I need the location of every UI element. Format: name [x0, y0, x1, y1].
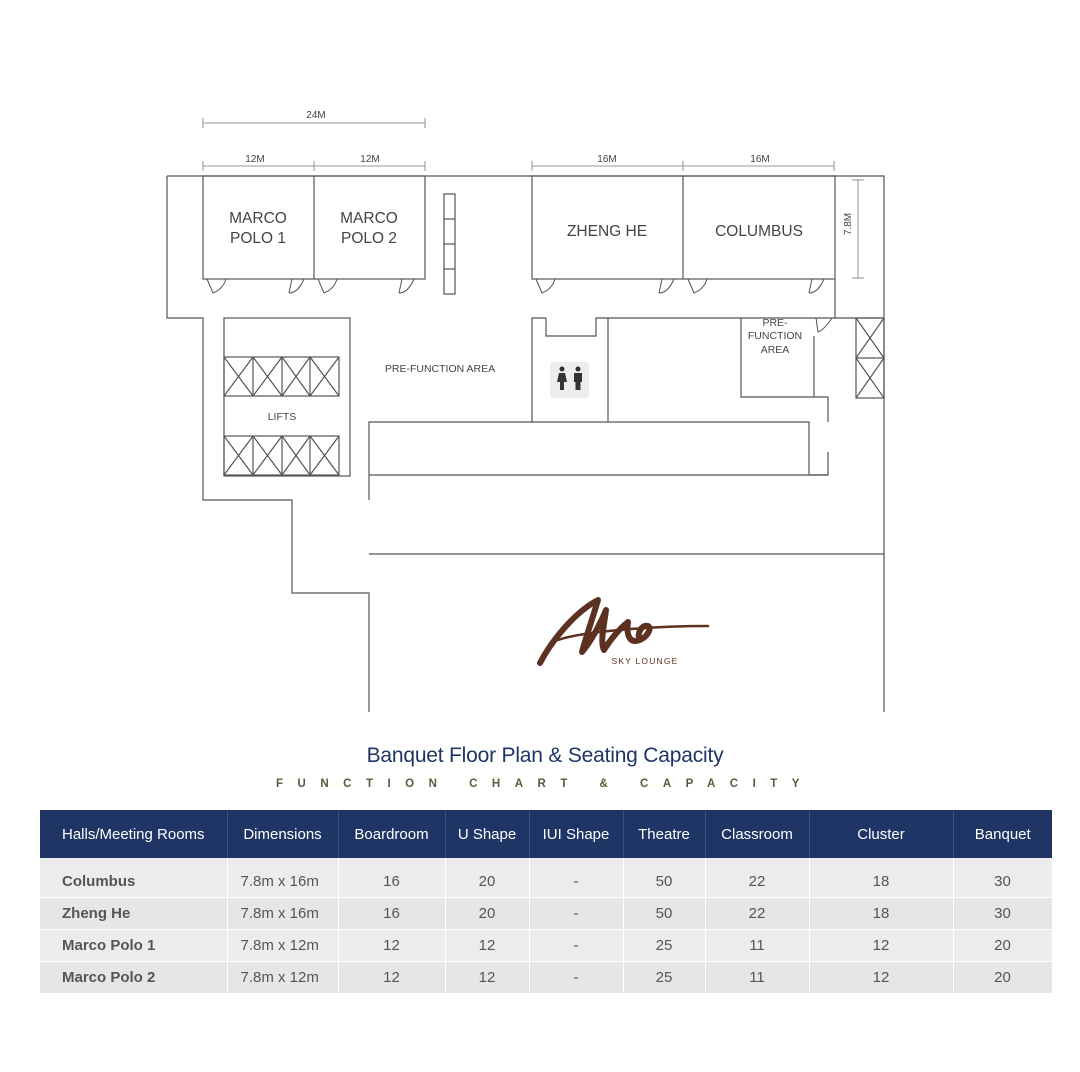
room-marco-polo-2-line2: POLO 2 [341, 230, 397, 247]
cell-boardroom: 12 [338, 930, 445, 962]
room-marco-polo-1-line2: POLO 1 [230, 230, 286, 247]
cell-theatre: 25 [623, 930, 705, 962]
page-subtitle: FUNCTION CHART & CAPACITY [276, 778, 814, 790]
cell-iui-shape: - [529, 962, 623, 994]
cell-classroom: 11 [705, 962, 809, 994]
table-header-row [40, 810, 1052, 858]
header-boardroom: Boardroom [338, 810, 445, 858]
cell-room: Columbus [40, 858, 227, 898]
label-lifts: LIFTS [267, 411, 297, 423]
cell-boardroom: 12 [338, 962, 445, 994]
cell-dimensions: 7.8m x 16m [227, 898, 338, 930]
cell-dimensions: 7.8m x 16m [227, 858, 338, 898]
cell-u-shape: 20 [445, 858, 529, 898]
cell-classroom: 22 [705, 898, 809, 930]
cell-boardroom: 16 [338, 898, 445, 930]
dim-col-width: 16M [750, 154, 770, 165]
cell-classroom: 22 [705, 858, 809, 898]
lifts-top [224, 357, 339, 396]
dim-mp2-width: 12M [360, 154, 380, 165]
dim-mp1-width: 12M [245, 154, 265, 165]
label-pre-function-area: PRE-FUNCTION AREA [384, 363, 496, 375]
cell-banquet: 20 [953, 962, 1052, 994]
alto-logo [540, 600, 708, 666]
building-walls [167, 176, 884, 712]
cell-u-shape: 12 [445, 962, 529, 994]
header-banquet: Banquet [953, 810, 1052, 858]
cell-room: Marco Polo 2 [40, 962, 227, 994]
label-pre-function-right-1: PRE- [762, 317, 788, 329]
header-u-shape: U Shape [445, 810, 529, 858]
cell-dimensions: 7.8m x 12m [227, 930, 338, 962]
label-pre-function-right-2: FUNCTION [747, 330, 803, 342]
cell-theatre: 25 [623, 962, 705, 994]
cell-iui-shape: - [529, 898, 623, 930]
room-marco-polo-1-line1: MARCO [229, 210, 287, 227]
label-pre-function-right-3: AREA [760, 344, 790, 356]
cell-cluster: 12 [809, 930, 953, 962]
service-lifts-right [856, 318, 884, 398]
table-row [40, 858, 1052, 898]
cell-theatre: 50 [623, 898, 705, 930]
capacity-table [40, 810, 1053, 994]
table-row [40, 962, 1052, 994]
cell-cluster: 18 [809, 898, 953, 930]
cell-banquet: 20 [953, 930, 1052, 962]
table-row [40, 930, 1052, 962]
cell-banquet: 30 [953, 898, 1052, 930]
cell-boardroom: 16 [338, 858, 445, 898]
cell-iui-shape: - [529, 858, 623, 898]
cell-dimensions: 7.8m x 12m [227, 962, 338, 994]
dim-zh-width: 16M [597, 154, 617, 165]
cell-room: Marco Polo 1 [40, 930, 227, 962]
cell-cluster: 18 [809, 858, 953, 898]
room-zheng-he: ZHENG HE [566, 223, 648, 240]
cell-room: Zheng He [40, 898, 227, 930]
header-cluster: Cluster [809, 810, 953, 858]
room-marco-polo-2-line1: MARCO [340, 210, 398, 227]
cell-classroom: 11 [705, 930, 809, 962]
restroom-icon [550, 362, 589, 398]
dim-depth: 7.8M [843, 212, 854, 236]
header-dimensions: Dimensions [227, 810, 338, 858]
cell-cluster: 12 [809, 962, 953, 994]
dimension-lines [203, 118, 864, 278]
alto-logo-tagline: SKY LOUNGE [611, 656, 679, 666]
cell-u-shape: 20 [445, 898, 529, 930]
table-row [40, 898, 1052, 930]
lifts-bottom [224, 436, 339, 475]
header-classroom: Classroom [705, 810, 809, 858]
dim-total-left: 24M [306, 110, 326, 121]
header-theatre: Theatre [623, 810, 705, 858]
cell-u-shape: 12 [445, 930, 529, 962]
header-halls: Halls/Meeting Rooms [40, 810, 227, 858]
page-title: Banquet Floor Plan & Seating Capacity [366, 744, 724, 767]
cell-iui-shape: - [529, 930, 623, 962]
cell-banquet: 30 [953, 858, 1052, 898]
room-columbus: COLUMBUS [715, 223, 803, 240]
header-iui-shape: IUI Shape [529, 810, 623, 858]
cell-theatre: 50 [623, 858, 705, 898]
doors [207, 279, 832, 332]
